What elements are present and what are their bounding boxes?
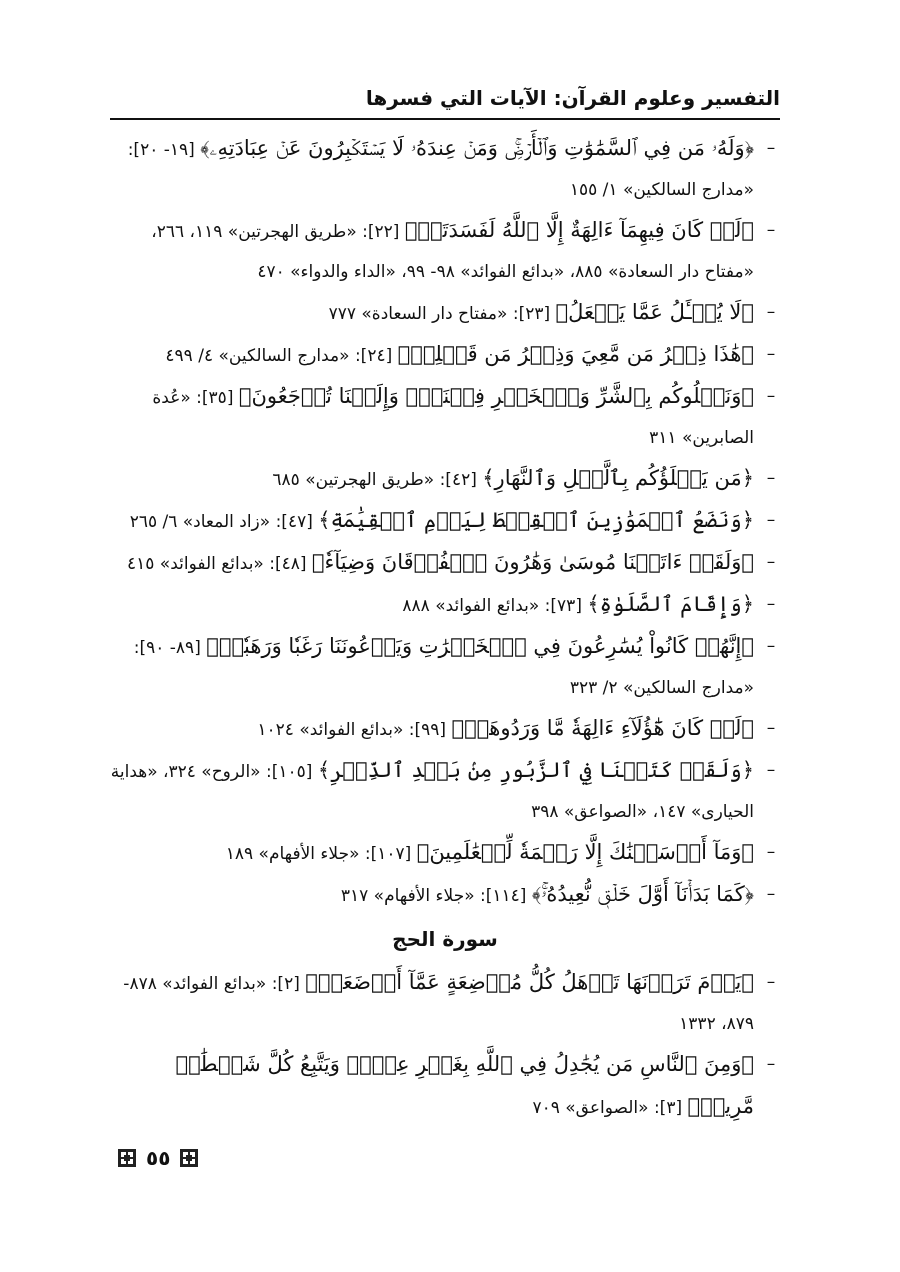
source-citation: «بدائع الفوائد» ٨٧٨- ٨٧٩، ١٣٣٢ [123, 974, 754, 1034]
bullet-dash: – [766, 760, 776, 780]
verse-text: ﴿يَوۡمَ تَرَوۡنَهَا تَذۡهَلُ كُلُّ مُرۡضِعَةٍ عَمَّآ أَرۡضَعَتۡ﴾ [305, 970, 754, 994]
list-item [110, 128, 780, 210]
verse-text: ﴿إِنَّهُمۡ كَانُواْ يُسَٰرِعُونَ فِي ٱلۡخَيۡرَٰتِ وَيَدۡعُونَنَا رَغَبٗا وَرَهَبٗاۖ﴾ [206, 634, 754, 658]
verse-text: ﴿كَمَا بَدَأۡنَآ أَوَّلَ خَلۡقٖ نُّعِيدُهُۥۚ﴾ [531, 882, 754, 906]
source-citation: «بدائع الفوائد» ٤١٥ [126, 554, 264, 574]
bullet-dash: – [766, 1054, 776, 1074]
verse-text: ﴿لَوۡ كَانَ هَٰٓؤُلَآءِ ءَالِهَةٗ مَّا وَرَدُوهَاۖ﴾ [451, 716, 754, 740]
verse-number: [٨٩- ٩٠]: [133, 638, 201, 658]
list-item [110, 458, 780, 500]
list-item [110, 376, 780, 458]
source-citation: «مدارج السالكين» ١/ ١٥٥ [569, 180, 754, 200]
page-footer [118, 1146, 198, 1170]
list-item [110, 708, 780, 750]
source-citation: «طريق الهجرتين» ٦٨٥ [272, 470, 435, 490]
verse-text: ﴿وَمِنَ ٱلنَّاسِ مَن يُجَٰدِلُ فِي ٱللَّهِ بِغَيۡرِ عِلۡمٖ وَيَتَّبِعُ كُلَّ شَيۡطَٰنٖ مَّرِيدٖ﴾ [175, 1052, 754, 1118]
bullet-dash: – [766, 468, 776, 488]
verse-number: [١٠٧]: [364, 844, 412, 864]
verse-text: ﴿وَلَقَدۡ ءَاتَيۡنَا مُوسَىٰ وَهَٰرُونَ ٱلۡفُرۡقَانَ وَضِيَآءٗ﴾ [311, 550, 754, 574]
verse-text: ﴿وَمَآ أَرۡسَلۡنَٰكَ إِلَّا رَحۡمَةٗ لِّلۡعَٰلَمِينَ﴾ [416, 840, 754, 864]
bullet-dash: – [766, 718, 776, 738]
verse-index-list [110, 128, 780, 1128]
verse-number: [٢٣]: [512, 304, 551, 324]
list-item [110, 874, 780, 916]
verse-number: [٩٩]: [408, 720, 447, 740]
list-item [110, 334, 780, 376]
running-header-title: التفسير وعلوم القرآن: الآيات التي فسرها [365, 86, 780, 110]
bullet-dash: – [766, 302, 776, 322]
page-number: ٥٥ [146, 1146, 171, 1170]
bullet-dash: – [766, 220, 776, 240]
bullet-dash: – [766, 594, 776, 614]
verse-text: ﴿وَلَهُۥ مَن فِي ٱلسَّمَٰوَٰتِ وَٱلۡأَرۡضِۚ وَمَنۡ عِندَهُۥ لَا يَسۡتَكۡبِرُونَ عَنۡ عِبَادَتِهِۦ﴾ [200, 136, 754, 160]
verse-text: ﴿وَنَضَعُ ٱلۡمَوَٰزِينَ ٱلۡقِسۡطَ لِيَوۡمِ ٱلۡقِيَٰمَةِ﴾ [318, 508, 754, 532]
verse-text: ﴿مَن يَكۡلَؤُكُم بِٱلَّيۡلِ وَٱلنَّهَارِ﴾ [482, 466, 754, 490]
source-citation: «طريق الهجرتين» ١١٩، ٢٦٦، «مفتاح دار السعادة» ٨٨٥، «بدائع الفوائد» ٩٨- ٩٩، «الداء والدواء» ٤٧٠ [151, 222, 754, 282]
verse-text: ﴿لَوۡ كَانَ فِيهِمَآ ءَالِهَةٌ إِلَّا ٱللَّهُ لَفَسَدَتَاۚ﴾ [404, 218, 754, 242]
verse-text: ﴿لَا يُسۡـَٔلُ عَمَّا يَفۡعَلُ﴾ [555, 300, 754, 324]
source-citation: «الروح» ٣٢٤، «هداية الحيارى» ١٤٧، «الصواعق» ٣٩٨ [110, 762, 754, 822]
list-item [110, 1044, 780, 1128]
verse-number: [٢٤]: [354, 346, 393, 366]
verse-number: [٢]: [271, 974, 300, 994]
bullet-dash: – [766, 552, 776, 572]
list-item [110, 584, 780, 626]
verse-number: [٣٥]: [196, 388, 234, 408]
list-item [110, 210, 780, 292]
verse-number: [١٩- ٢٠]: [127, 140, 195, 160]
list-item [110, 962, 780, 1044]
surah-heading: سورة الحج [392, 927, 498, 951]
source-citation: «بدائع الفوائد» ١٠٢٤ [257, 720, 404, 740]
bullet-dash: – [766, 842, 776, 862]
source-citation: «زاد المعاد» ٦/ ٢٦٥ [129, 512, 271, 532]
list-item [110, 750, 780, 832]
verse-number: [١١٤]: [480, 886, 527, 906]
running-header [110, 84, 780, 112]
bullet-dash: – [766, 510, 776, 530]
verse-text: ﴿وَنَبۡلُوكُم بِٱلشَّرِّ وَٱلۡخَيۡرِ فِتۡنَةٗۖ وَإِلَيۡنَا تُرۡجَعُونَ﴾ [238, 384, 754, 408]
ornament-icon [118, 1149, 136, 1167]
verse-number: [٢٢]: [362, 222, 400, 242]
bullet-dash: – [766, 636, 776, 656]
source-citation: «بدائع الفوائد» ٨٨٨ [402, 596, 540, 616]
verse-number: [٤٢]: [439, 470, 477, 490]
bullet-dash: – [766, 386, 776, 406]
source-citation: «جلاء الأفهام» ٣١٧ [340, 886, 475, 906]
verse-text: ﴿وَإِقَامَ ٱلصَّلَوٰةِ﴾ [587, 592, 754, 616]
verse-number: [٤٧]: [275, 512, 313, 532]
source-citation: «مدارج السالكين» ٢/ ٣٢٣ [569, 678, 754, 698]
verse-text: ﴿وَلَقَدۡ كَتَبۡنَا فِي ٱلزَّبُورِ مِنۢ بَعۡدِ ٱلذِّكۡرِ﴾ [317, 758, 754, 782]
bullet-dash: – [766, 138, 776, 158]
verse-text: ﴿هَٰذَا ذِكۡرُ مَن مَّعِيَ وَذِكۡرُ مَن قَبۡلِيۚ﴾ [397, 342, 754, 366]
bullet-dash: – [766, 884, 776, 904]
list-item [110, 832, 780, 874]
verse-number: [٤٨]: [269, 554, 307, 574]
header-rule [110, 118, 780, 120]
ornament-icon [180, 1149, 198, 1167]
bullet-dash: – [766, 344, 776, 364]
source-citation: «مفتاح دار السعادة» ٧٧٧ [328, 304, 508, 324]
list-item [110, 292, 780, 334]
source-citation: «الصواعق» ٧٠٩ [532, 1098, 649, 1118]
source-citation: «عُدة الصابرين» ٣١١ [152, 388, 754, 448]
source-citation: «جلاء الأفهام» ١٨٩ [225, 844, 360, 864]
list-item [110, 500, 780, 542]
source-citation: «مدارج السالكين» ٤/ ٤٩٩ [165, 346, 350, 366]
list-item [110, 626, 780, 708]
bullet-dash: – [766, 972, 776, 992]
verse-number: [٣]: [653, 1098, 683, 1118]
list-item [110, 542, 780, 584]
verse-number: [١٠٥]: [265, 762, 313, 782]
verse-number: [٧٣]: [544, 596, 582, 616]
